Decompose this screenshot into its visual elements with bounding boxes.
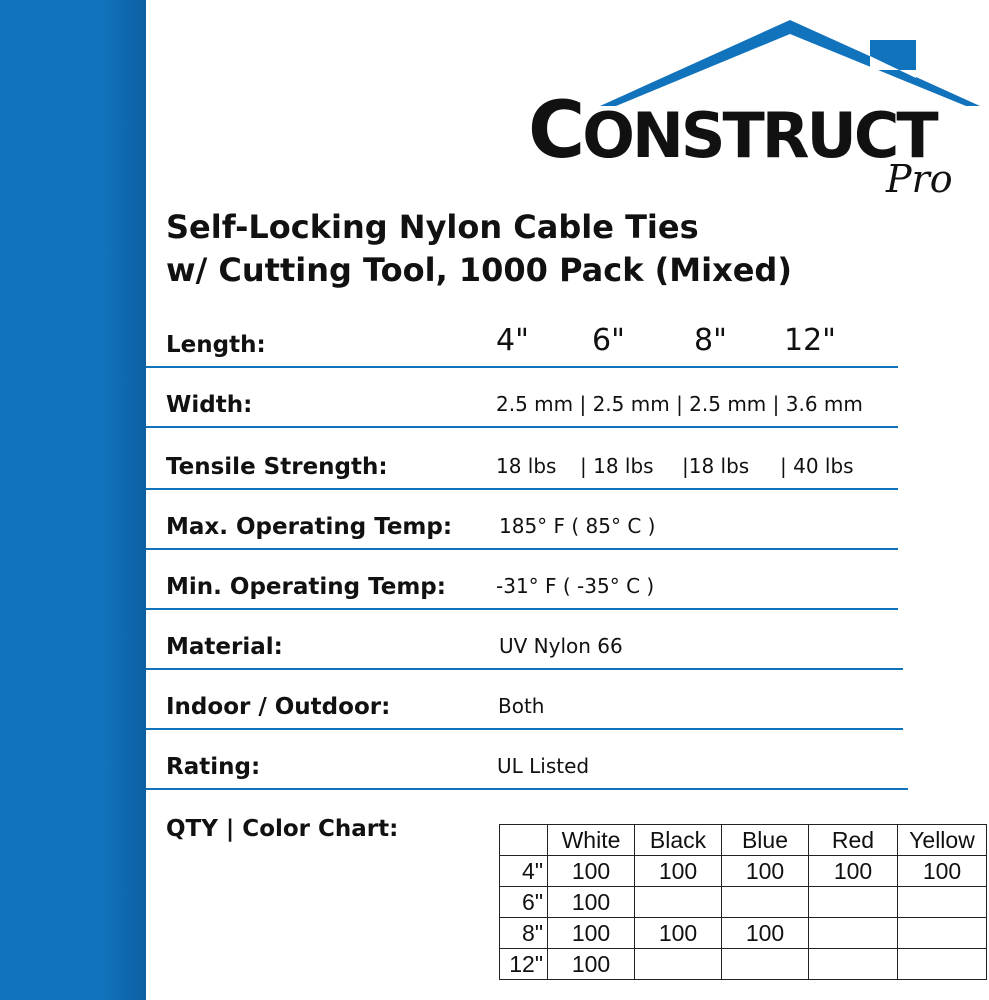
- table-cell: 100: [548, 887, 635, 918]
- spec-indoor-outdoor-value: Both: [498, 694, 545, 718]
- tensile-value: | 40 lbs: [780, 454, 854, 478]
- construct-pro-logo: [520, 12, 980, 201]
- column-header: White: [548, 825, 635, 856]
- spec-width-value: 2.5 mm | 2.5 mm | 2.5 mm | 3.6 mm: [496, 392, 863, 416]
- qty-color-table: [499, 824, 987, 980]
- row-size: 4": [500, 856, 548, 887]
- row-size: 8": [500, 918, 548, 949]
- table-cell: [809, 918, 898, 949]
- row-size: 12": [500, 949, 548, 980]
- table-cell: 100: [722, 856, 809, 887]
- spec-width: [146, 362, 898, 424]
- spec-width-label: Width:: [166, 392, 253, 418]
- row-size: 6": [500, 887, 548, 918]
- tensile-value: |18 lbs: [682, 454, 750, 478]
- table-cell: [722, 887, 809, 918]
- spec-rating: [146, 724, 908, 786]
- spec-rating-label: Rating:: [166, 754, 261, 780]
- logo-wordmark: CONSTRUCT: [528, 86, 936, 176]
- table-row: [500, 856, 987, 887]
- qty-color-chart-label: QTY | Color Chart:: [166, 816, 399, 842]
- spec-min-temp: [146, 544, 898, 606]
- table-cell: [635, 887, 722, 918]
- table-cell: [898, 887, 987, 918]
- table-cell: 100: [809, 856, 898, 887]
- table-cell: 100: [548, 949, 635, 980]
- product-title: [166, 206, 946, 292]
- spec-length: [146, 302, 898, 364]
- table-cell: 100: [635, 918, 722, 949]
- title-line-2: w/ Cutting Tool, 1000 Pack (Mixed): [166, 251, 792, 289]
- spec-tensile-label: Tensile Strength:: [166, 454, 388, 480]
- side-accent-bar: [0, 0, 146, 1000]
- table-cell: 100: [722, 918, 809, 949]
- spec-material-label: Material:: [166, 634, 283, 660]
- logo-pro-text: Pro: [886, 157, 953, 201]
- table-cell: [898, 949, 987, 980]
- table-cell: 100: [898, 856, 987, 887]
- spec-indoor-outdoor: [146, 664, 903, 726]
- spec-max-temp-label: Max. Operating Temp:: [166, 514, 453, 540]
- length-value: 12": [784, 323, 836, 358]
- table-cell: [809, 887, 898, 918]
- spec-indoor-outdoor-label: Indoor / Outdoor:: [166, 694, 391, 720]
- tensile-value: 18 lbs: [496, 454, 557, 478]
- spec-rating-value: UL Listed: [497, 754, 590, 778]
- spec-material-value: UV Nylon 66: [499, 634, 623, 658]
- spec-max-temp: [146, 484, 898, 546]
- column-header: Red: [809, 825, 898, 856]
- table-header-row: [500, 825, 987, 856]
- column-header: Blue: [722, 825, 809, 856]
- spec-material: [146, 604, 903, 666]
- column-header: Yellow: [898, 825, 987, 856]
- table-cell: 100: [635, 856, 722, 887]
- divider: [146, 788, 908, 790]
- table-row: [500, 918, 987, 949]
- table-cell: [635, 949, 722, 980]
- table-cell: [809, 949, 898, 980]
- length-value: 6": [592, 323, 625, 358]
- table-cell: 100: [548, 918, 635, 949]
- title-line-1: Self-Locking Nylon Cable Ties: [166, 208, 699, 246]
- table-row: [500, 887, 987, 918]
- length-value: 8": [694, 323, 727, 358]
- spec-length-label: Length:: [166, 332, 266, 358]
- table-corner-cell: [500, 825, 548, 856]
- spec-min-temp-value: -31° F ( -35° C ): [496, 574, 655, 598]
- table-cell: [722, 949, 809, 980]
- spec-tensile: [146, 424, 898, 486]
- spec-max-temp-value: 185° F ( 85° C ): [499, 514, 656, 538]
- column-header: Black: [635, 825, 722, 856]
- table-cell: 100: [548, 856, 635, 887]
- table-cell: [898, 918, 987, 949]
- length-value: 4": [496, 323, 529, 358]
- tensile-value: | 18 lbs: [580, 454, 654, 478]
- table-row: [500, 949, 987, 980]
- spec-min-temp-label: Min. Operating Temp:: [166, 574, 446, 600]
